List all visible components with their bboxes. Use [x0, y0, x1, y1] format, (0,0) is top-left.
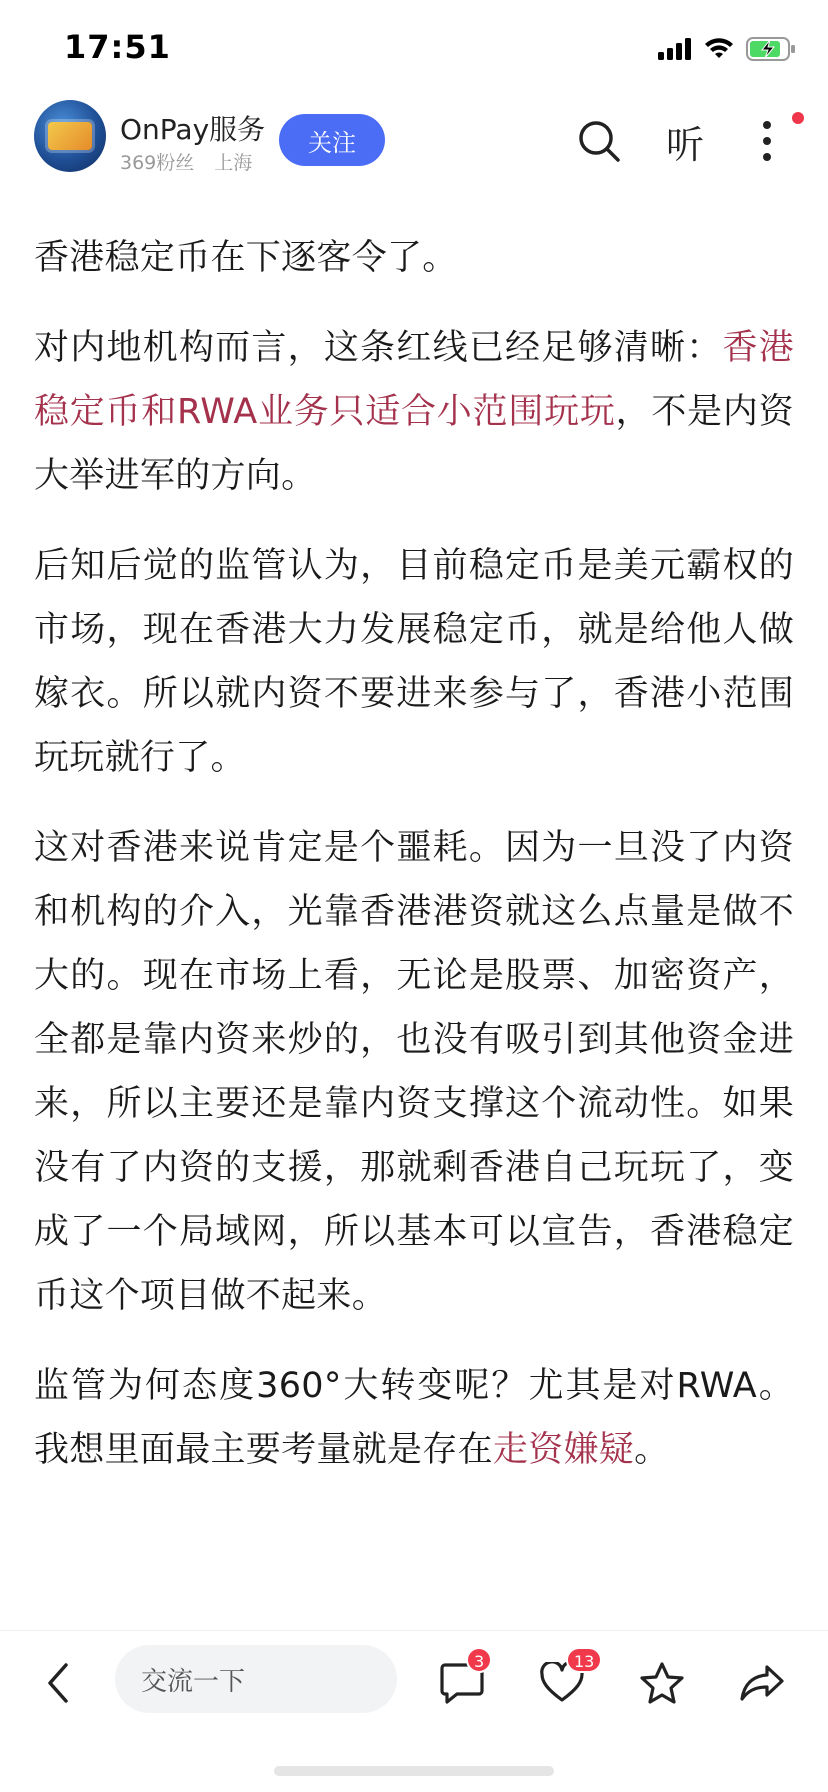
home-indicator — [274, 1766, 554, 1776]
paragraph-text: 监管为何态度360°大转变呢？尤其是对RWA。我想里面最主要考量就是存在 — [34, 1366, 794, 1470]
share-button[interactable] — [730, 1651, 794, 1715]
favorite-button[interactable] — [630, 1651, 694, 1715]
star-icon — [639, 1661, 685, 1705]
comment-input[interactable]: 交流一下 — [115, 1645, 397, 1713]
status-icons — [658, 34, 796, 64]
battery-charging-icon — [746, 37, 796, 61]
notification-dot — [792, 112, 804, 124]
back-button[interactable] — [26, 1651, 90, 1715]
listen-button[interactable] — [660, 116, 710, 166]
like-count-badge: 13 — [566, 1647, 602, 1673]
highlighted-text: 走资嫌疑 — [492, 1430, 635, 1470]
back-arrow-icon — [42, 1661, 74, 1705]
article-paragraph — [34, 316, 794, 508]
status-time: 17:51 — [64, 28, 171, 66]
author-avatar[interactable] — [34, 100, 106, 172]
search-button[interactable] — [574, 116, 624, 166]
signal-icon — [658, 38, 692, 60]
highlighted-text: 香港稳定币和RWA业务只适合小范围玩玩 — [34, 328, 795, 432]
status-bar — [0, 0, 828, 96]
article-paragraph — [34, 226, 794, 290]
follower-count: 369粉丝 — [120, 152, 195, 174]
article-paragraph — [34, 1354, 794, 1482]
bottom-action-bar — [0, 1630, 828, 1736]
paragraph-text: 香港稳定币在下逐客令了。 — [34, 238, 458, 278]
share-arrow-icon — [739, 1663, 785, 1703]
author-location: 上海 — [214, 152, 253, 174]
article-paragraph — [34, 534, 794, 790]
article-header — [0, 100, 828, 190]
article-paragraph — [34, 816, 794, 1328]
more-button[interactable] — [742, 116, 792, 166]
wifi-icon — [704, 38, 734, 60]
search-icon — [577, 119, 621, 163]
author-name[interactable]: OnPay服务 — [120, 113, 266, 146]
comment-count-badge: 3 — [466, 1647, 492, 1673]
paragraph-text: 后知后觉的监管认为，目前稳定币是美元霸权的市场，现在香港大力发展稳定币，就是给他人做嫁衣。所以就内资不要进来参与了，香港小范围玩玩就行了。 — [34, 546, 794, 778]
paragraph-text: 。 — [634, 1430, 670, 1470]
listen-label: 听 — [665, 122, 704, 167]
paragraph-text: 对内地机构而言，这条红线已经足够清晰： — [34, 328, 723, 368]
comments-button[interactable] — [430, 1651, 494, 1715]
like-button[interactable] — [530, 1651, 594, 1715]
paragraph-text: ，不是内资大举进军的方向。 — [34, 392, 794, 496]
article-body — [34, 226, 794, 1508]
more-vertical-icon — [761, 119, 773, 163]
author-meta — [120, 148, 252, 175]
follow-button[interactable]: 关注 — [279, 114, 385, 166]
paragraph-text: 这对香港来说肯定是个噩耗。因为一旦没了内资和机构的介入，光靠香港港资就这么点量是做不大的。现在市场上看，无论是股票、加密资产，全都是靠内资来炒的，也没有吸引到其他资金进来，所以主要还是靠内资支撑这个流动性。如果没有了内资的支援，那就剩香港自己玩玩了，变成了一个局域网，所以基本可以宣告，香港稳定币这个项目做不起来。 — [34, 828, 794, 1316]
